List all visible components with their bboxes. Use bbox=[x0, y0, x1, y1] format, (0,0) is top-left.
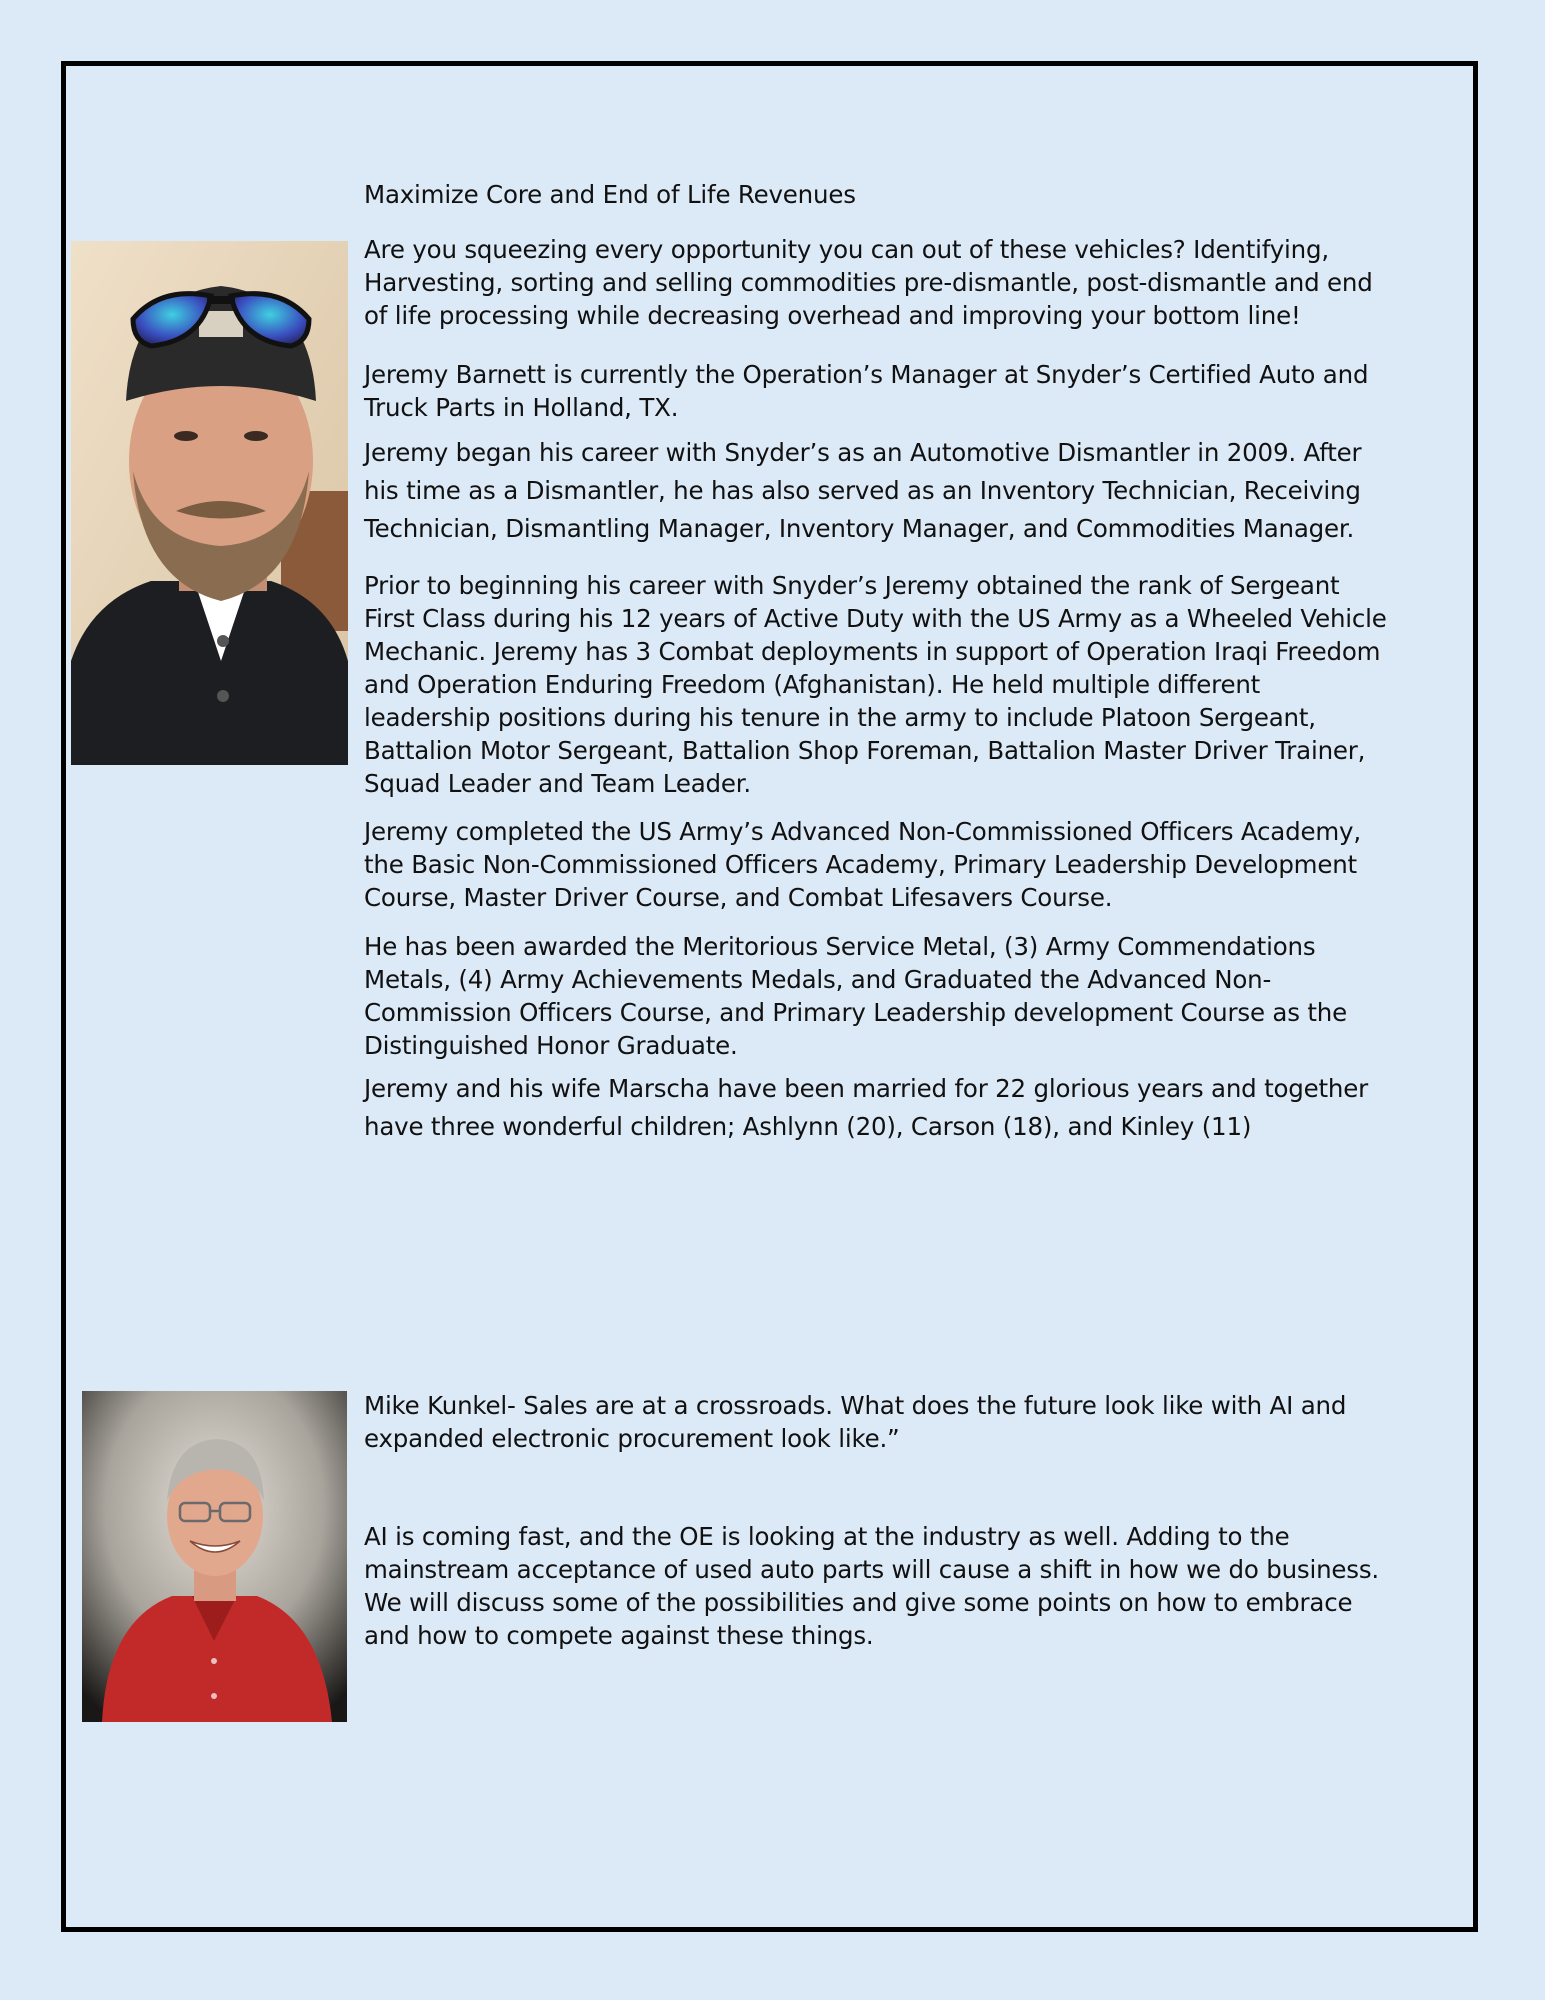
bio-career: Jeremy began his career with Snyder’s as an Automotive Dismantler in 2009. After his time as a Dismantler, he has also served as an Inventory Technician, Receiving Technician, Dismantling Manager, Inventory Manager, and Commodities Manager. bbox=[364, 438, 1362, 543]
bio-career-block bbox=[364, 434, 1389, 548]
section-1-title: Maximize Core and End of Life Revenues bbox=[364, 180, 856, 209]
bio-education-block bbox=[364, 815, 1389, 914]
bio-awards: He has been awarded the Meritorious Service Metal, (3) Army Commendations Metals, (4) Army Achievements Medals, and Graduated the Advanced Non-Commission Officers Course, and Primary Leadership development Course as the Distinguished Honor Graduate. bbox=[364, 932, 1347, 1060]
section-1-title-block bbox=[364, 178, 1389, 211]
speaker-photo-mike-kunkel bbox=[82, 1391, 347, 1722]
bio-current-role: Jeremy Barnett is currently the Operation’s Manager at Snyder’s Certified Auto and Truck Parts in Holland, TX. bbox=[364, 360, 1369, 422]
section-1-intro: Are you squeezing every opportunity you can out of these vehicles? Identifying, Harvesting, sorting and selling commodities pre-dismantle, post-dismantle and end of life processing while decreasing overhead and improving your bottom line! bbox=[364, 235, 1373, 330]
section-2-heading-block bbox=[364, 1389, 1389, 1455]
bio-awards-block bbox=[364, 930, 1389, 1062]
bio-education: Jeremy completed the US Army’s Advanced Non-Commissioned Officers Academy, the Basic Non-Commissioned Officers Academy, Primary Leadership Development Course, Master Driver Course, and Combat Lifesavers Course. bbox=[364, 817, 1361, 912]
section-1-intro-block bbox=[364, 233, 1389, 332]
bio-military: Prior to beginning his career with Snyder’s Jeremy obtained the rank of Sergeant First Class during his 12 years of Active Duty with the US Army as a Wheeled Vehicle Mechanic. Jeremy has 3 Combat deployments in support of Operation Iraqi Freedom and Operation Enduring Freedom (Afghanistan). He held multiple different leadership positions during his tenure in the army to include Platoon Sergeant, Battalion Motor Sergeant, Battalion Shop Foreman, Battalion Master Driver Trainer, Squad Leader and Team Leader. bbox=[364, 571, 1387, 798]
section-2-body-block bbox=[364, 1520, 1389, 1652]
bio-family-block bbox=[364, 1070, 1389, 1146]
section-2-heading: Mike Kunkel- Sales are at a crossroads. What does the future look like with AI and expanded electronic procurement look like.” bbox=[364, 1391, 1347, 1453]
section-2-body: AI is coming fast, and the OE is looking at the industry as well. Adding to the mainstream acceptance of used auto parts will cause a shift in how we do business. We will discuss some of the possibilities and give some points on how to embrace and how to compete against these things. bbox=[364, 1522, 1379, 1650]
speaker-photo-jeremy-barnett bbox=[71, 241, 348, 765]
bio-current-block bbox=[364, 358, 1389, 424]
bio-military-block bbox=[364, 569, 1389, 800]
bio-family: Jeremy and his wife Marscha have been married for 22 glorious years and together have three wonderful children; Ashlynn (20), Carson (18), and Kinley (11) bbox=[364, 1074, 1369, 1141]
